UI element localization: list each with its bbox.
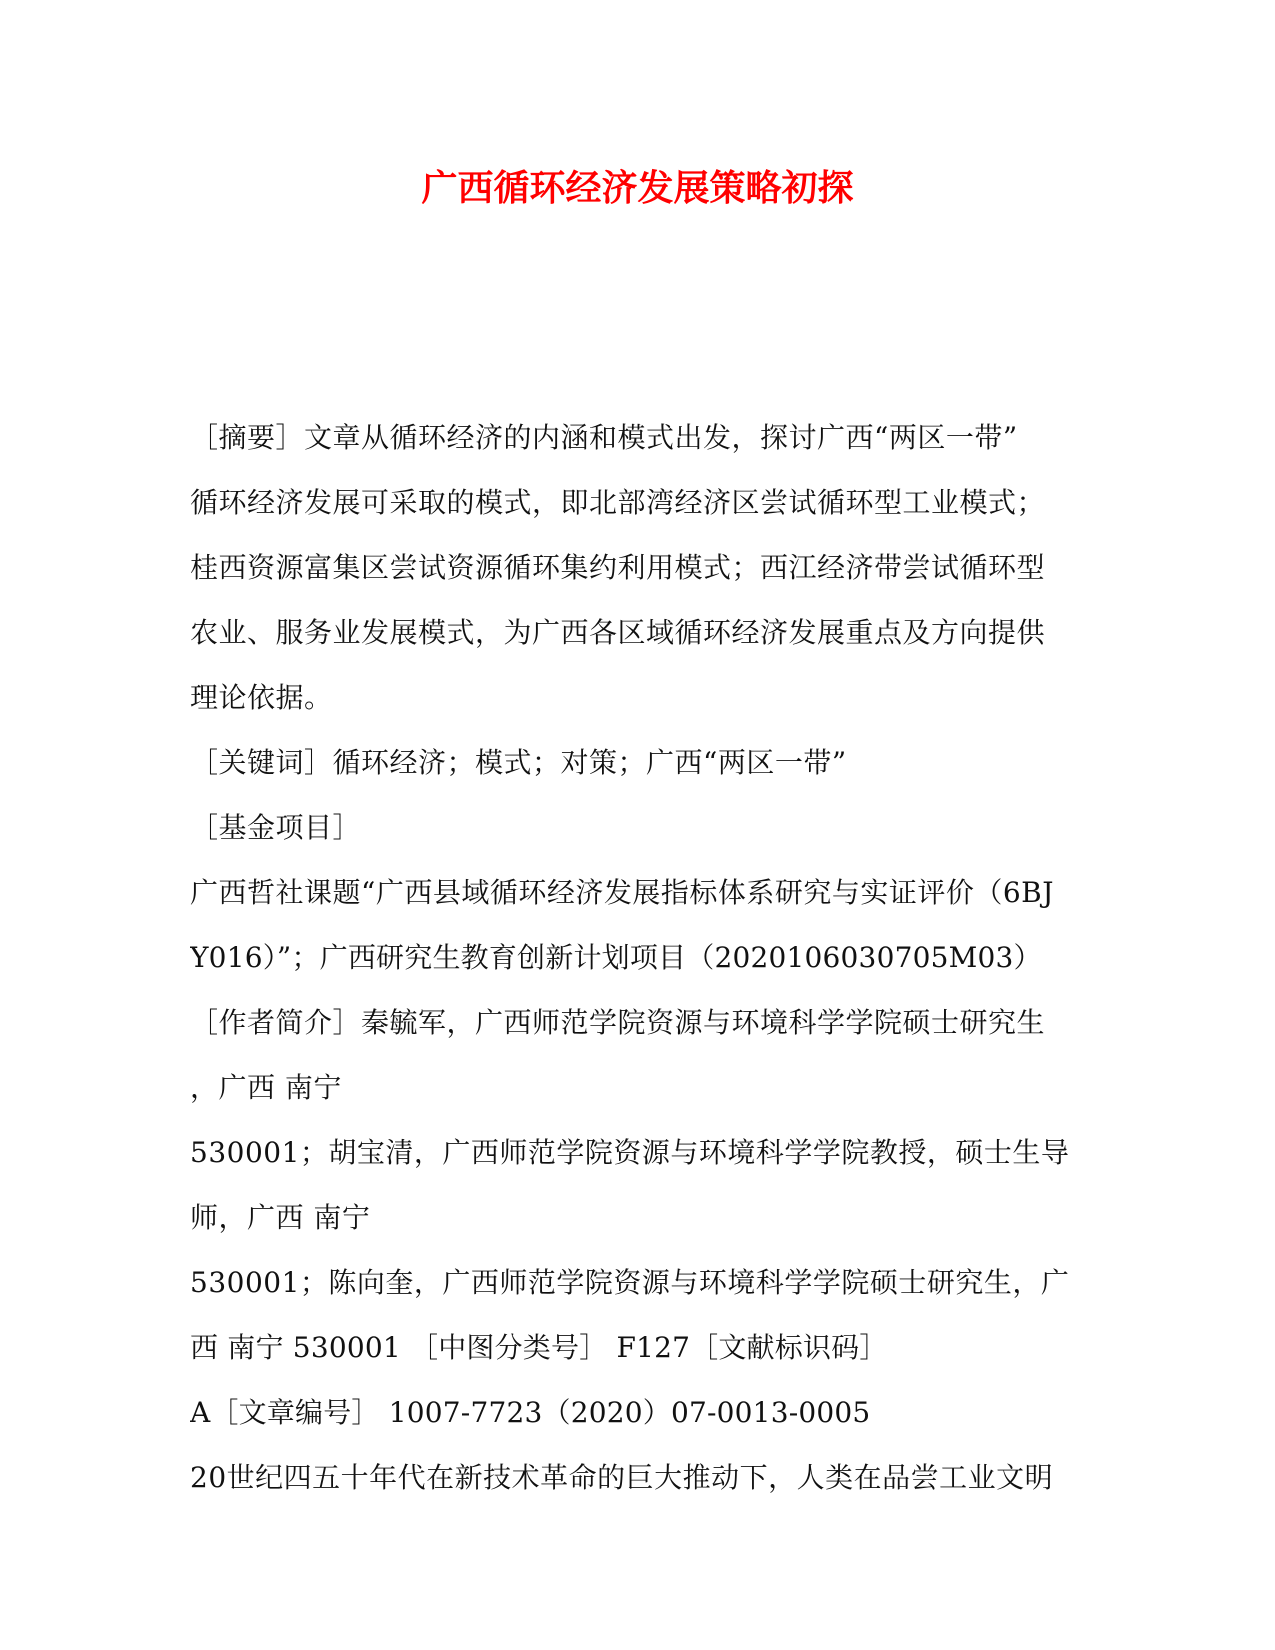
classification-line: 西 南宁 530001 ［中图分类号］ F127［文献标识码］ bbox=[190, 1331, 888, 1364]
fund-line-2: Y016）”；广西研究生教育创新计划项目（2020106030705M03） bbox=[190, 941, 1042, 974]
body-text-line-1: 20世纪四五十年代在新技术革命的巨大推动下，人类在品尝工业文明 bbox=[190, 1461, 1054, 1494]
document-body bbox=[190, 405, 1080, 1510]
author-line-1: ［作者简介］秦毓军，广西师范学院资源与环境科学学院硕士研究生 bbox=[190, 1006, 1046, 1039]
abstract-line-4: 农业、服务业发展模式，为广西各区域循环经济发展重点及方向提供 bbox=[190, 616, 1046, 649]
author-line-2: ，广西 南宁 bbox=[190, 1071, 342, 1104]
author-line-3: 530001；胡宝清，广西师范学院资源与环境科学学院教授，硕士生导 bbox=[190, 1136, 1070, 1169]
keywords-line: ［关键词］循环经济；模式；对策；广西“两区一带” bbox=[190, 746, 847, 779]
author-line-4: 师，广西 南宁 bbox=[190, 1201, 371, 1234]
abstract-line-3: 桂西资源富集区尝试资源循环集约利用模式；西江经济带尝试循环型 bbox=[190, 551, 1046, 584]
fund-heading: ［基金项目］ bbox=[190, 811, 362, 844]
article-number-line: A［文章编号］ 1007-7723（2020）07-0013-0005 bbox=[190, 1396, 871, 1429]
abstract-line-1: ［摘要］文章从循环经济的内涵和模式出发，探讨广西“两区一带” bbox=[190, 421, 1018, 454]
abstract-line-2: 循环经济发展可采取的模式，即北部湾经济区尝试循环型工业模式； bbox=[190, 486, 1046, 519]
author-line-5: 530001；陈向奎，广西师范学院资源与环境科学学院硕士研究生，广 bbox=[190, 1266, 1070, 1299]
fund-line-1: 广西哲社课题“广西县域循环经济发展指标体系研究与实证评价（6BJ bbox=[190, 876, 1054, 909]
document-title: 广西循环经济发展策略初探 bbox=[421, 167, 854, 209]
abstract-line-5: 理论依据。 bbox=[190, 681, 333, 714]
